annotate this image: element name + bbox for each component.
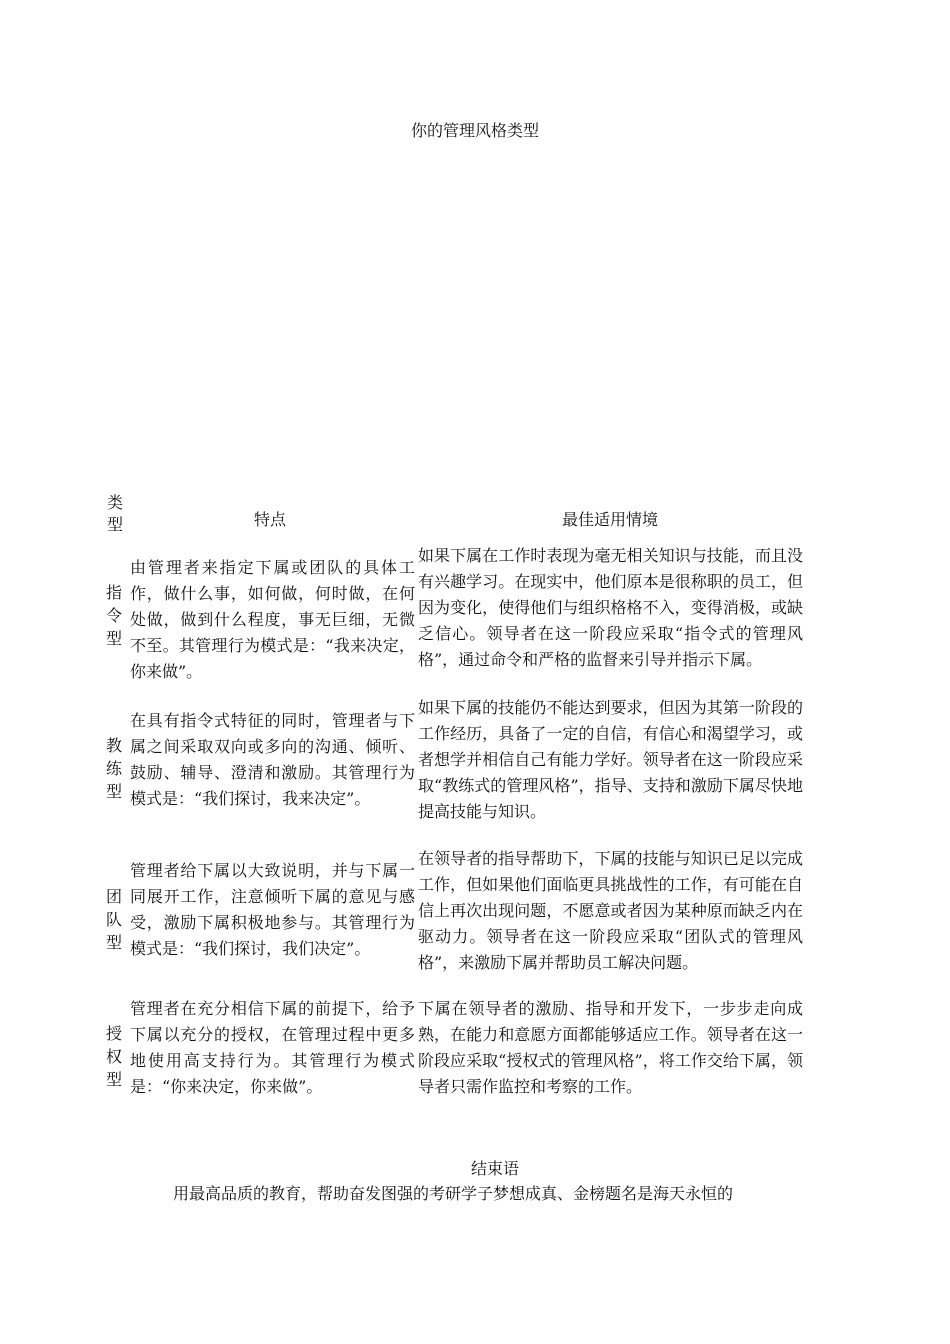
row-situation-team: 在领导者的指导帮助下，下属的技能与知识已足以完成工作，但如果他们面临更具挑战性的工作，有可能在自信上再次出现问题，不愿意或者因为某种原而缺乏内在驱动力。领导者在这一阶段应采取“团队式的管理风格”，来激励下属并帮助员工解决问题。: [418, 849, 803, 972]
closing-text: 用最高品质的教育，帮助奋发图强的考研学子梦想成真、金榜题名是海天永恒的: [173, 1184, 734, 1203]
page-title: 你的管理风格类型: [410, 121, 539, 140]
row-type-team: 团队型: [106, 887, 123, 952]
row-features-team: 管理者给下属以大致说明，并与下属一同展开工作，注意倾听下属的意见与感受，激励下属积极地参与。其管理行为模式是：“我们探讨，我们决定”。: [130, 861, 415, 958]
header-type: 类型: [107, 493, 124, 534]
row-features-delegating: 管理者在充分相信下属的前提下，给予下属以充分的授权，在管理过程中更多地使用高支持行为。其管理行为模式是：“你来决定，你来做”。: [130, 999, 415, 1096]
row-type-delegating: 授权型: [106, 1024, 123, 1089]
row-features-directive: 由管理者来指定下属或团队的具体工作，做什么事，如何做，何时做，在何处做，做到什么程度，事无巨细，无微不至。其管理行为模式是：“我来决定，你来做”。: [130, 558, 415, 681]
row-type-directive: 指令型: [106, 583, 123, 648]
row-situation-coaching: 如果下属的技能仍不能达到要求，但因为其第一阶段的工作经历，具备了一定的自信，有信心和渴望学习，或者想学并相信自己有能力学好。领导者在这一阶段应采取“教练式的管理风格”，指导、支持和激励下属尽快地提高技能与知识。: [418, 698, 803, 821]
header-features: 特点: [253, 510, 286, 529]
header-situation: 最佳适用情境: [561, 510, 658, 529]
row-type-coaching: 教练型: [106, 736, 123, 801]
row-situation-directive: 如果下属在工作时表现为毫无相关知识与技能，而且没有兴趣学习。在现实中，他们原本是很称职的员工，但因为变化，使得他们与组织格格不入，变得消极，或缺乏信心。领导者在这一阶段应采取“指令式的管理风格”，通过命令和严格的监督来引导并指示下属。: [418, 546, 803, 669]
closing-title: 结束语: [470, 1159, 519, 1178]
row-situation-delegating: 下属在领导者的激励、指导和开发下，一步步走向成熟，在能力和意愿方面都能够适应工作。领导者在这一阶段应采取“授权式的管理风格”，将工作交给下属，领导者只需作监控和考察的工作。: [418, 999, 803, 1096]
row-features-coaching: 在具有指令式特征的同时，管理者与下属之间采取双向或多向的沟通、倾听、鼓励、辅导、澄清和激励。其管理行为模式是：“我们探讨，我来决定”。: [130, 711, 415, 808]
